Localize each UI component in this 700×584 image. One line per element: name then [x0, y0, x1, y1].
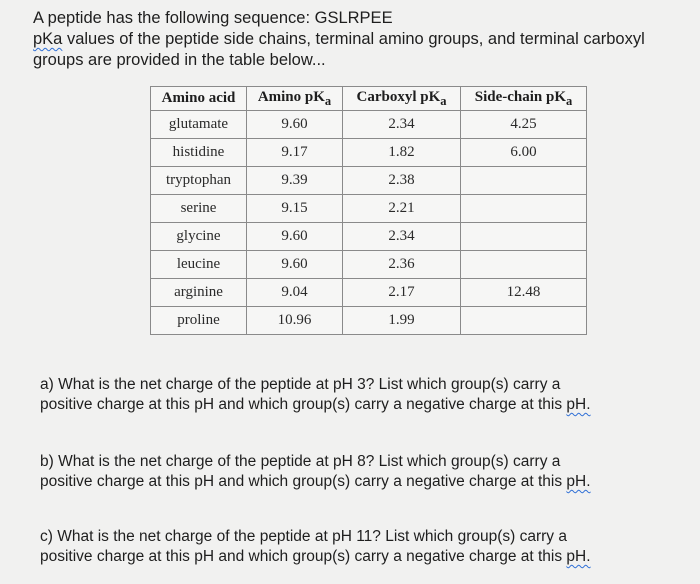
question-b-line2: positive charge at this pH and which group(s) carry a negative charge at this pH. — [40, 473, 591, 490]
question-c-ph-word: pH. — [566, 548, 591, 565]
table-row — [151, 307, 587, 335]
amino-acid-cell: glycine — [151, 223, 247, 251]
question-c-line2: positive charge at this pH and which group(s) carry a negative charge at this pH. — [40, 548, 591, 565]
question-a-line1: a) What is the net charge of the peptide at pH 3? List which group(s) carry a — [40, 376, 561, 393]
question-c — [40, 527, 680, 567]
table-row — [151, 223, 587, 251]
header-amino-pka: Amino $pK_a$ — [247, 87, 343, 111]
side-chain-pka-cell: 6.00 — [461, 139, 587, 167]
question-b-ph-word: pH. — [566, 473, 591, 490]
amino-pka-cell: 9.17 — [247, 139, 343, 167]
pka-table — [150, 86, 587, 335]
pka-description-text: values of the peptide side chains, terminal amino groups, and terminal carboxyl — [62, 30, 645, 48]
amino-acid-cell: tryptophan — [151, 167, 247, 195]
amino-pka-cell: 9.60 — [247, 111, 343, 139]
table-row — [151, 251, 587, 279]
side-chain-pka-cell: 4.25 — [461, 111, 587, 139]
question-b — [40, 452, 680, 492]
amino-acid-cell: histidine — [151, 139, 247, 167]
side-chain-pka-cell — [461, 251, 587, 279]
side-chain-pka-cell — [461, 195, 587, 223]
groups-description-line: groups are provided in the table below... — [33, 51, 326, 69]
pka-word: pKa — [33, 30, 63, 48]
carboxyl-pka-cell: 2.21 — [343, 195, 461, 223]
amino-pka-cell: 9.04 — [247, 279, 343, 307]
amino-acid-cell: serine — [151, 195, 247, 223]
header-side-chain-pka: Side-chain $pK_a$ — [461, 87, 587, 111]
amino-acid-cell: arginine — [151, 279, 247, 307]
question-c-line1: c) What is the net charge of the peptide at pH 11? List which group(s) carry a — [40, 528, 567, 545]
side-chain-pka-cell — [461, 223, 587, 251]
table-header-row — [151, 87, 587, 111]
header-amino-acid: Amino acid — [151, 87, 247, 111]
carboxyl-pka-cell: 2.17 — [343, 279, 461, 307]
table-row — [151, 111, 587, 139]
amino-acid-cell: proline — [151, 307, 247, 335]
side-chain-pka-cell — [461, 307, 587, 335]
question-a — [40, 375, 680, 415]
question-a-line2: positive charge at this pH and which group(s) carry a negative charge at this pH. — [40, 396, 591, 413]
problem-intro — [33, 8, 693, 71]
carboxyl-pka-cell: 1.99 — [343, 307, 461, 335]
table-row — [151, 139, 587, 167]
peptide-sequence-line: A peptide has the following sequence: GSLRPEE — [33, 9, 393, 27]
amino-pka-cell: 9.15 — [247, 195, 343, 223]
amino-pka-cell: 10.96 — [247, 307, 343, 335]
carboxyl-pka-cell: 1.82 — [343, 139, 461, 167]
amino-acid-cell: glutamate — [151, 111, 247, 139]
carboxyl-pka-cell: 2.34 — [343, 223, 461, 251]
carboxyl-pka-cell: 2.38 — [343, 167, 461, 195]
side-chain-pka-cell: 12.48 — [461, 279, 587, 307]
side-chain-pka-cell — [461, 167, 587, 195]
table-row — [151, 167, 587, 195]
header-carboxyl-pka: Carboxyl $pK_a$ — [343, 87, 461, 111]
amino-acid-cell: leucine — [151, 251, 247, 279]
carboxyl-pka-cell: 2.34 — [343, 111, 461, 139]
question-b-line1: b) What is the net charge of the peptide at pH 8? List which group(s) carry a — [40, 453, 561, 470]
carboxyl-pka-cell: 2.36 — [343, 251, 461, 279]
amino-pka-cell: 9.60 — [247, 223, 343, 251]
table-row — [151, 195, 587, 223]
table-row — [151, 279, 587, 307]
pka-description-line — [33, 29, 693, 50]
amino-pka-cell: 9.39 — [247, 167, 343, 195]
amino-pka-cell: 9.60 — [247, 251, 343, 279]
question-a-ph-word: pH. — [566, 396, 591, 413]
